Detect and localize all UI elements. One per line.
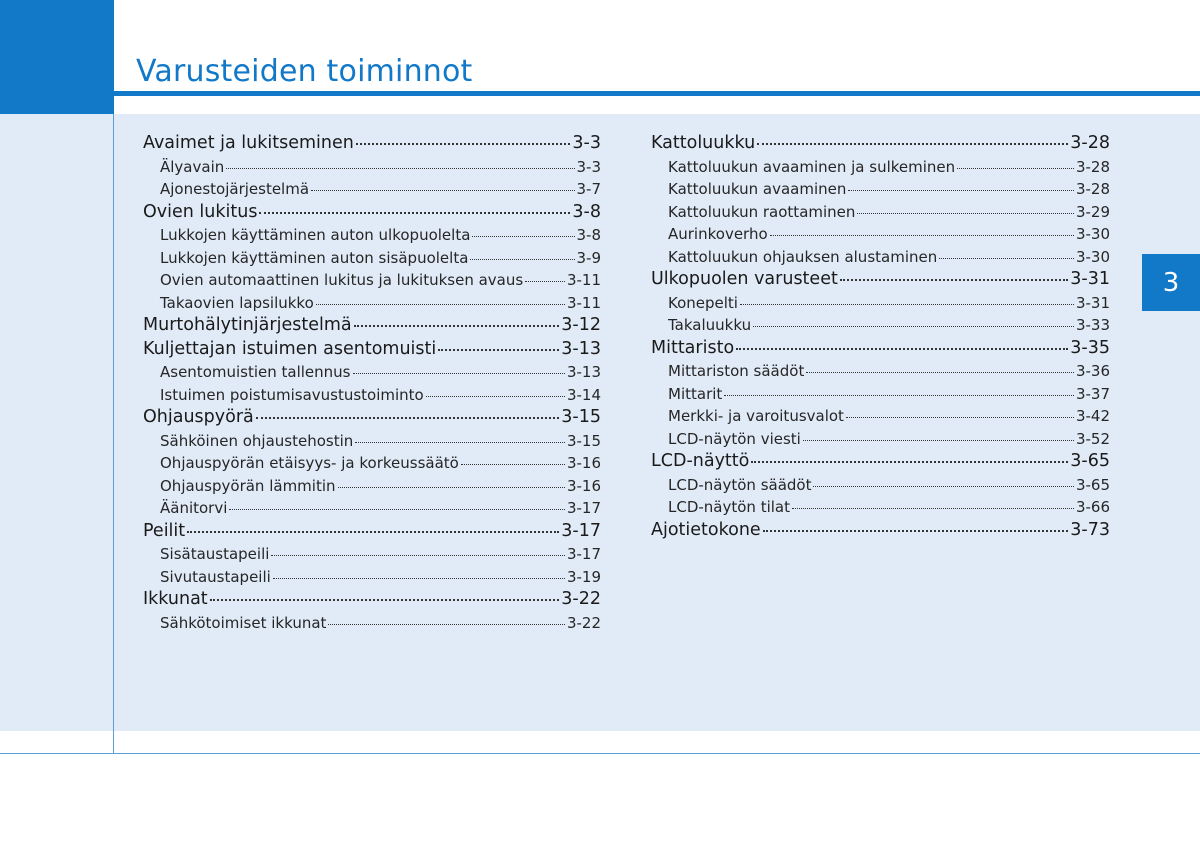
toc-entry-label: Ikkunat: [143, 589, 208, 609]
toc-entry-label: Ovien lukitus: [143, 201, 258, 222]
page-title: Varusteiden toiminnot: [136, 54, 473, 89]
toc-page-number: 3-28: [1070, 133, 1110, 153]
dot-leader: [461, 463, 565, 465]
dot-leader: [792, 507, 1074, 509]
toc-page-number: 3-52: [1075, 429, 1110, 448]
dot-leader: [316, 303, 565, 305]
toc-subsection-entry[interactable]: [143, 612, 601, 635]
corner-accent-block: [0, 0, 114, 114]
dot-leader: [210, 598, 560, 601]
toc-page-number: 3-42: [1075, 407, 1110, 425]
dot-leader: [757, 142, 1068, 145]
dot-leader: [939, 257, 1074, 259]
toc-page-number: 3-15: [561, 407, 601, 427]
toc-subsection-entry[interactable]: [143, 430, 601, 453]
toc-page-number: 3-28: [1075, 180, 1110, 198]
toc-page-number: 3-65: [1075, 475, 1110, 494]
toc-entry-label: Ohjauspyörä: [143, 407, 254, 427]
toc-section-entry[interactable]: [143, 201, 601, 225]
dot-leader: [957, 167, 1074, 169]
toc-entry-label: Ohjauspyörän lämmitin: [160, 476, 336, 495]
dot-leader: [354, 324, 560, 327]
dot-leader: [848, 189, 1074, 191]
toc-page-number: 3-16: [566, 454, 601, 472]
toc-page-number: 3-3: [572, 133, 601, 153]
title-rule: [114, 91, 1200, 96]
toc-section-entry[interactable]: [143, 406, 601, 430]
dot-leader: [770, 234, 1074, 236]
toc-entry-label: Sivutaustapeili: [160, 567, 271, 586]
toc-subsection-entry[interactable]: [143, 247, 601, 270]
toc-subsection-entry[interactable]: [143, 224, 601, 247]
toc-subsection-entry[interactable]: [651, 292, 1110, 315]
toc-entry-label: LCD-näytön viesti: [668, 429, 801, 448]
dot-leader: [803, 439, 1074, 441]
toc-entry-label: Kattoluukun ohjauksen alustaminen: [668, 247, 938, 266]
toc-page-number: 3-17: [561, 520, 601, 541]
toc-subsection-entry[interactable]: [143, 475, 601, 498]
dot-leader: [740, 303, 1074, 305]
toc-entry-label: Takaluukku: [668, 316, 752, 334]
dot-leader: [229, 508, 565, 510]
toc-entry-label: Älyavain: [160, 157, 225, 176]
dot-leader: [271, 554, 565, 556]
toc-page-number: 3-37: [1075, 384, 1110, 403]
toc-entry-label: Kattoluukun avaaminen: [668, 180, 847, 198]
toc-section-entry[interactable]: [143, 588, 601, 612]
toc-page-number: 3-12: [561, 315, 601, 335]
toc-page-number: 3-36: [1075, 362, 1110, 380]
dot-leader: [525, 280, 565, 282]
toc-section-entry[interactable]: [651, 132, 1110, 156]
toc-section-entry[interactable]: [651, 268, 1110, 292]
toc-subsection-entry[interactable]: [143, 156, 601, 179]
dot-leader: [328, 623, 565, 625]
toc-subsection-entry[interactable]: [651, 496, 1110, 519]
chapter-tab[interactable]: 3: [1142, 254, 1200, 311]
toc-entry-label: Avaimet ja lukitseminen: [143, 133, 354, 153]
toc-entry-label: Ajonestojärjestelmä: [160, 180, 310, 198]
toc-page-number: 3-31: [1070, 269, 1110, 289]
toc-page-number: 3-13: [566, 363, 601, 381]
toc-subsection-entry[interactable]: [651, 474, 1110, 497]
toc-entry-label: Ulkopuolen varusteet: [651, 269, 838, 289]
toc-entry-label: Sisätaustapeili: [160, 545, 270, 563]
dot-leader: [259, 211, 570, 214]
toc-entry-label: Mittariston säädöt: [668, 362, 805, 380]
toc-entry-label: Murtohälytinjärjestelmä: [143, 315, 352, 335]
toc-entry-label: Mittarit: [668, 384, 723, 403]
dot-leader: [338, 486, 565, 488]
dot-leader: [356, 142, 571, 145]
bottom-rule: [0, 753, 1200, 754]
toc-subsection-entry[interactable]: [143, 452, 601, 475]
toc-section-entry[interactable]: [651, 519, 1110, 543]
toc-page-number: 3-15: [566, 431, 601, 450]
toc-page-number: 3-30: [1075, 247, 1110, 266]
dot-leader: [438, 348, 559, 351]
dot-leader: [813, 485, 1073, 487]
toc-entry-label: Istuimen poistumisavustustoiminto: [160, 385, 424, 404]
toc-entry-label: Kattoluukun raottaminen: [668, 202, 856, 221]
toc-subsection-entry[interactable]: [651, 383, 1110, 406]
dot-leader: [753, 325, 1074, 327]
dot-leader: [751, 460, 1068, 463]
toc-page-number: 3-8: [572, 201, 601, 222]
dot-leader: [353, 372, 565, 374]
toc-page-number: 3-66: [1075, 498, 1110, 516]
toc-page-number: 3-11: [566, 271, 601, 289]
toc-page-number: 3-29: [1075, 202, 1110, 221]
toc-section-entry[interactable]: [143, 132, 601, 156]
toc-subsection-entry[interactable]: [651, 156, 1110, 179]
toc-entry-label: LCD-näytön tilat: [668, 498, 790, 516]
toc-entry-label: Sähkötoimiset ikkunat: [160, 613, 327, 632]
toc-entry-label: Konepelti: [668, 293, 738, 312]
toc-page-number: 3-28: [1075, 157, 1110, 176]
toc-subsection-entry[interactable]: [143, 543, 601, 566]
toc-subsection-entry[interactable]: [651, 201, 1110, 224]
toc-column-right: [651, 132, 1110, 542]
toc-entry-label: Kuljettajan istuimen asentomuisti: [143, 338, 437, 359]
toc-page-number: 3-8: [576, 226, 601, 244]
toc-subsection-entry[interactable]: [143, 384, 601, 407]
toc-subsection-entry[interactable]: [651, 246, 1110, 269]
toc-section-entry[interactable]: [143, 338, 601, 362]
toc-entry-label: Aurinkoverho: [668, 225, 768, 243]
dot-leader: [187, 530, 559, 533]
toc-page-number: 3-17: [566, 499, 601, 517]
toc-entry-label: Kattoluukun avaaminen ja sulkeminen: [668, 157, 956, 176]
dot-leader: [736, 347, 1068, 350]
toc-section-entry[interactable]: [651, 450, 1110, 474]
toc-entry-label: Lukkojen käyttäminen auton sisäpuolelta: [160, 248, 469, 267]
toc-page-number: 3-13: [561, 338, 601, 359]
toc-entry-label: Äänitorvi: [160, 499, 228, 517]
toc-entry-label: LCD-näytön säädöt: [668, 475, 812, 494]
toc-section-entry[interactable]: [143, 520, 601, 544]
toc-page-number: 3-33: [1075, 316, 1110, 334]
toc-entry-label: Lukkojen käyttäminen auton ulkopuolelta: [160, 226, 471, 244]
toc-entry-label: LCD-näyttö: [651, 451, 750, 471]
toc-subsection-entry[interactable]: [651, 314, 1110, 337]
dot-leader: [763, 529, 1069, 532]
toc-column-left: [143, 132, 601, 634]
toc-page-number: 3-73: [1070, 519, 1110, 540]
toc-entry-label: Takaovien lapsilukko: [160, 293, 314, 312]
toc-subsection-entry[interactable]: [651, 360, 1110, 383]
toc-page-number: 3-19: [566, 567, 601, 586]
toc-subsection-entry[interactable]: [651, 223, 1110, 246]
toc-subsection-entry[interactable]: [143, 178, 601, 201]
dot-leader: [226, 167, 574, 169]
toc-subsection-entry[interactable]: [143, 566, 601, 589]
left-margin-line: [113, 114, 114, 754]
toc-page-number: 3-16: [566, 476, 601, 495]
toc-page-number: 3-65: [1070, 451, 1110, 471]
toc-subsection-entry[interactable]: [143, 292, 601, 315]
dot-leader: [311, 189, 574, 191]
dot-leader: [840, 278, 1068, 281]
toc-entry-label: Kattoluukku: [651, 133, 756, 153]
dot-leader: [806, 371, 1074, 373]
toc-entry-label: Peilit: [143, 520, 186, 541]
toc-page-number: 3-17: [566, 545, 601, 563]
toc-entry-label: Ohjauspyörän etäisyys- ja korkeussäätö: [160, 454, 459, 472]
dot-leader: [355, 441, 565, 443]
dot-leader: [470, 258, 574, 260]
toc-entry-label: Ajotietokone: [651, 519, 761, 540]
toc-subsection-entry[interactable]: [143, 269, 601, 292]
toc-entry-label: Mittaristo: [651, 337, 735, 358]
dot-leader: [846, 416, 1074, 418]
toc-subsection-entry[interactable]: [651, 428, 1110, 451]
dot-leader: [472, 235, 574, 237]
toc-section-entry[interactable]: [651, 337, 1110, 361]
toc-entry-label: Merkki- ja varoitusvalot: [668, 407, 844, 425]
toc-subsection-entry[interactable]: [651, 178, 1110, 201]
toc-page-number: 3-30: [1075, 225, 1110, 243]
toc-page-number: 3-22: [561, 589, 601, 609]
toc-page-number: 3-3: [576, 157, 601, 176]
toc-section-entry[interactable]: [143, 314, 601, 338]
toc-page-number: 3-14: [566, 385, 601, 404]
toc-page-number: 3-9: [576, 248, 601, 267]
toc-page-number: 3-31: [1075, 293, 1110, 312]
dot-leader: [256, 416, 560, 419]
toc-page-number: 3-7: [576, 180, 601, 198]
toc-entry-label: Sähköinen ohjaustehostin: [160, 431, 354, 450]
toc-entry-label: Asentomuistien tallennus: [160, 363, 351, 381]
toc-entry-label: Ovien automaattinen lukitus ja lukituksen avaus: [160, 271, 524, 289]
toc-page-number: 3-35: [1070, 337, 1110, 358]
toc-subsection-entry[interactable]: [143, 497, 601, 520]
toc-page-number: 3-11: [566, 293, 601, 312]
dot-leader: [426, 395, 565, 397]
toc-subsection-entry[interactable]: [651, 405, 1110, 428]
dot-leader: [724, 394, 1074, 396]
toc-page-number: 3-22: [566, 613, 601, 632]
toc-subsection-entry[interactable]: [143, 361, 601, 384]
dot-leader: [273, 577, 565, 579]
dot-leader: [857, 212, 1074, 214]
